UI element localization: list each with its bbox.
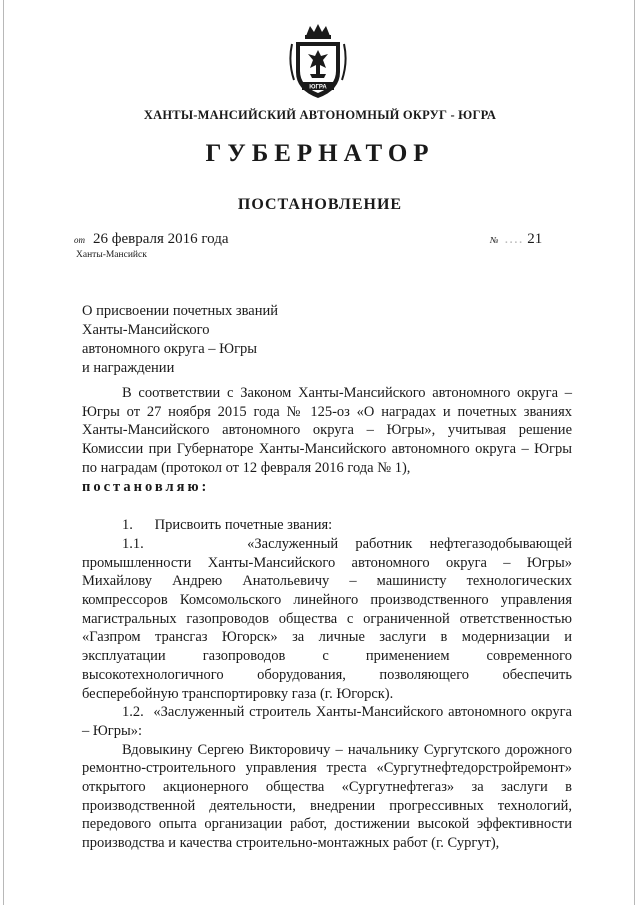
document-type: ПОСТАНОВЛЕНИЕ xyxy=(237,196,403,213)
document-subject xyxy=(82,302,278,378)
number-value: 21 xyxy=(527,231,543,247)
item-1-1: 1.1. «Заслуженный работник нефтегазодобывающей промышленности Ханты-Мансийского автономного округа – Югры» Михайлову Андрею Анатольевичу – машинисту технологических компрессоров Комсомольского линейного производственного управления магистральных газопроводов общества с ограниченной ответственностью «Газпром трансгаз Югорск» за личные заслуги в модернизации и эксплуатации газопроводов с применением современного высокотехнологичного оборудования, позволяющего обеспечить бесперебойную транспортировку газа (г. Югорск). xyxy=(82,535,576,702)
resolve-word: постановляю: xyxy=(82,478,210,495)
item-1: 1. Присвоить почетные звания: xyxy=(122,517,333,534)
authority-title: ГУБЕРНАТОР xyxy=(205,140,435,167)
subject-line: О присвоении почетных званий xyxy=(82,303,278,319)
subject-line: Ханты-Мансийского xyxy=(82,322,210,338)
document-date xyxy=(74,231,229,248)
document-body xyxy=(82,384,576,853)
scan-edge-left xyxy=(3,0,4,905)
scan-edge-right xyxy=(634,0,635,905)
preamble-paragraph: В соответствии с Законом Ханты-Мансийского автономного округа – Югры от 27 ноября 2015 года № 125-оз «О наградах и почетных званиях Ханты-Мансийского автономного округа – Югры», учитывая решение Комиссии при Губернаторе Ханты-Мансийского автономного округа – Югры по наградам (протокол от 12 февраля 2016 года № 1), xyxy=(82,385,572,476)
date-value: 26 февраля 2016 года xyxy=(93,231,229,247)
subject-line: автономного округа – Югры xyxy=(82,341,258,357)
subject-line: и награждении xyxy=(82,360,175,376)
date-prefix: от xyxy=(74,235,85,245)
region-name: ХАНТЫ-МАНСИЙСКИЙ АВТОНОМНЫЙ ОКРУГ - ЮГРА xyxy=(143,108,497,122)
emblem-label: ЮГРА xyxy=(309,84,327,91)
document-number: № .... 21 xyxy=(490,231,543,247)
place-of-issue: Ханты-Мансийск xyxy=(76,250,147,260)
number-prefix: № xyxy=(490,235,501,245)
khmao-ugra-coat-of-arms-icon xyxy=(288,22,348,102)
item-1-2-person: Вдовыкину Сергею Викторовичу – начальнику Сургутского дорожного ремонтно-строительного управления треста «Сургутнефтедорстройремонт» открытого акционерного общества «Сургутнефтегаз» за заслуги в производственной деятельности, внедрении прогрессивных технологий, передового опыта организации работ, достижении высокой эффективности производства и качества строительно-монтажных работ (г. Сургут), xyxy=(82,741,572,852)
item-1-2: 1.2. «Заслуженный строитель Ханты-Мансийского автономного округа – Югры»: xyxy=(82,704,576,739)
